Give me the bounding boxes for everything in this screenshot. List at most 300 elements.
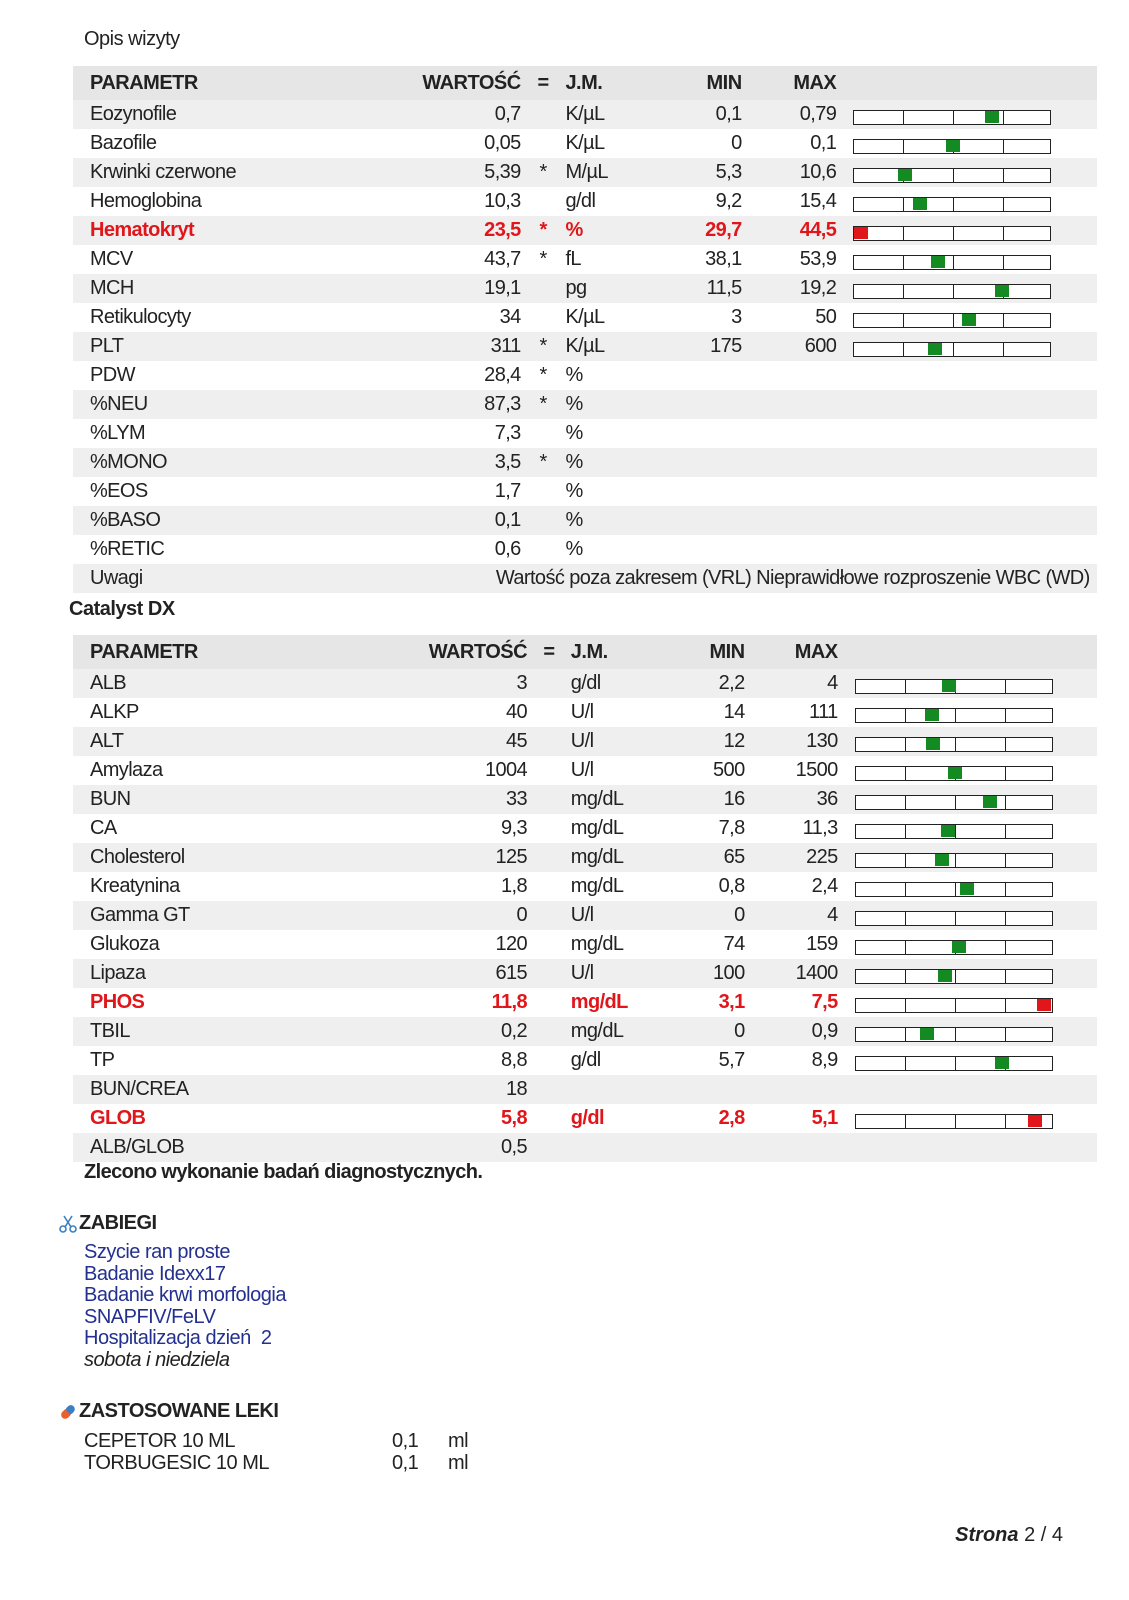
range-tick [955, 795, 956, 809]
range-tick [955, 911, 956, 925]
param-unit: mg/dL [571, 872, 659, 901]
range-bar [853, 255, 1051, 270]
drug-row [84, 1452, 484, 1474]
table-row [73, 785, 1097, 814]
drugs-title: ZASTOSOWANE LEKI [79, 1400, 279, 1422]
drugs-list [84, 1430, 484, 1474]
param-unit: g/dl [571, 669, 659, 698]
param-range [836, 158, 1097, 187]
param-max [742, 390, 837, 419]
procedures-list [84, 1242, 286, 1371]
table-row [73, 187, 1097, 216]
range-marker [948, 767, 962, 779]
param-min: 2,2 [659, 669, 745, 698]
param-value: 0,1 [272, 506, 521, 535]
param-value: 0 [283, 901, 527, 930]
param-unit: % [565, 390, 654, 419]
range-bar [853, 197, 1051, 212]
param-name: BUN/CREA [73, 1075, 283, 1104]
drug-qty: 0,1 [392, 1430, 419, 1452]
range-marker [854, 227, 868, 239]
range-tick [1003, 110, 1004, 124]
range-tick [955, 853, 956, 867]
param-min [654, 361, 742, 390]
param-min: 5,3 [654, 158, 742, 187]
param-min: 29,7 [654, 216, 742, 245]
param-value: 45 [283, 727, 527, 756]
range-marker [938, 970, 952, 982]
range-marker [983, 796, 997, 808]
range-tick [955, 998, 956, 1012]
param-min: 500 [659, 756, 745, 785]
range-tick [905, 766, 906, 780]
remarks-row [73, 564, 1097, 593]
range-tick [1005, 969, 1006, 983]
drug-name: TORBUGESIC 10 ML [84, 1452, 270, 1474]
page-separator: / [1035, 1524, 1052, 1546]
drug-name: CEPETOR 10 ML [84, 1430, 235, 1452]
pill-icon [57, 1401, 79, 1423]
range-marker [960, 883, 974, 895]
param-max [742, 477, 837, 506]
param-unit: U/l [571, 756, 659, 785]
header-value: WARTOŚĆ [272, 66, 521, 100]
range-tick [903, 255, 904, 269]
table-row [73, 959, 1097, 988]
param-name: PDW [73, 361, 272, 390]
param-flag: * [521, 216, 566, 245]
param-min: 3 [654, 303, 742, 332]
range-tick [953, 313, 954, 327]
param-name: TP [73, 1046, 283, 1075]
param-flag [527, 901, 571, 930]
range-bar [853, 168, 1051, 183]
param-range [838, 901, 1097, 930]
range-tick [905, 679, 906, 693]
param-unit: % [565, 506, 654, 535]
param-name: ALB/GLOB [73, 1133, 283, 1162]
range-marker [926, 738, 940, 750]
table-row [73, 669, 1097, 698]
range-tick [955, 824, 956, 838]
param-unit: % [565, 535, 654, 564]
page-number [955, 1524, 1063, 1547]
param-flag [521, 477, 566, 506]
range-marker [935, 854, 949, 866]
param-value: 34 [272, 303, 521, 332]
procedure-item[interactable]: Hospitalizacja dzień 2 [84, 1327, 272, 1349]
param-value: 3,5 [272, 448, 521, 477]
param-name: BUN [73, 785, 283, 814]
page-label: Strona [955, 1524, 1019, 1546]
param-min: 2,8 [659, 1104, 745, 1133]
table-row [73, 303, 1097, 332]
param-flag: * [521, 390, 566, 419]
param-unit: % [565, 419, 654, 448]
param-value: 18 [283, 1075, 527, 1104]
param-max: 11,3 [745, 814, 838, 843]
range-tick [905, 998, 906, 1012]
range-tick [903, 342, 904, 356]
param-flag [521, 187, 566, 216]
drug-qty: 0,1 [392, 1452, 419, 1474]
range-marker [995, 285, 1009, 297]
param-min [654, 477, 742, 506]
param-flag [521, 100, 566, 129]
param-min: 0 [659, 901, 745, 930]
header-min: MIN [654, 66, 742, 100]
param-unit [571, 1075, 659, 1104]
range-bar [855, 853, 1053, 868]
range-tick [953, 197, 954, 211]
param-flag [527, 988, 571, 1017]
param-name: Gamma GT [73, 901, 283, 930]
param-range [836, 100, 1097, 129]
param-name: %NEU [73, 390, 272, 419]
param-name: %EOS [73, 477, 272, 506]
param-range [836, 361, 1097, 390]
param-value: 1,8 [283, 872, 527, 901]
range-tick [1005, 795, 1006, 809]
range-bar [853, 342, 1051, 357]
param-range [836, 535, 1097, 564]
table-row [73, 158, 1097, 187]
param-range [838, 785, 1097, 814]
param-max: 600 [742, 332, 837, 361]
param-name: Eozynofile [73, 100, 272, 129]
param-unit: K/µL [565, 332, 654, 361]
param-flag [521, 274, 566, 303]
param-max [742, 506, 837, 535]
range-tick [903, 110, 904, 124]
range-tick [1005, 882, 1006, 896]
procedure-item[interactable]: Badanie krwi morfologia [84, 1284, 286, 1306]
procedure-note: sobota i niedziela [84, 1348, 230, 1371]
param-name: Glukoza [73, 930, 283, 959]
param-max: 4 [745, 901, 838, 930]
param-value: 0,7 [272, 100, 521, 129]
param-range [836, 216, 1097, 245]
param-name: Amylaza [73, 756, 283, 785]
range-tick [1005, 824, 1006, 838]
param-range [836, 506, 1097, 535]
table-row [73, 1104, 1097, 1133]
param-max: 44,5 [742, 216, 837, 245]
header-bar [836, 66, 1097, 100]
param-max: 10,6 [742, 158, 837, 187]
hematology-table [73, 66, 1097, 593]
header-max: MAX [742, 66, 837, 100]
table-row [73, 274, 1097, 303]
range-marker [931, 256, 945, 268]
header-unit: J.M. [565, 66, 654, 100]
table-row [73, 1133, 1097, 1162]
param-min [654, 506, 742, 535]
param-name: ALT [73, 727, 283, 756]
page-current: 2 [1024, 1524, 1036, 1546]
range-tick [905, 824, 906, 838]
range-marker [925, 709, 939, 721]
param-flag [527, 727, 571, 756]
range-tick [905, 1056, 906, 1070]
visit-title: Opis wizyty [84, 28, 180, 50]
param-value: 125 [283, 843, 527, 872]
param-value: 0,2 [283, 1017, 527, 1046]
param-flag [527, 843, 571, 872]
param-value: 615 [283, 959, 527, 988]
range-tick [1003, 197, 1004, 211]
param-value: 0,6 [272, 535, 521, 564]
param-flag [521, 506, 566, 535]
param-range [836, 332, 1097, 361]
range-tick [953, 168, 954, 182]
range-tick [903, 313, 904, 327]
range-bar [855, 911, 1053, 926]
range-tick [955, 969, 956, 983]
drugs-header [57, 1400, 278, 1423]
param-name: Retikulocyty [73, 303, 272, 332]
header-param: PARAMETR [73, 635, 283, 669]
range-tick [903, 284, 904, 298]
param-value: 5,39 [272, 158, 521, 187]
range-bar [855, 737, 1053, 752]
param-min: 74 [659, 930, 745, 959]
range-tick [1003, 168, 1004, 182]
param-unit: g/dl [571, 1046, 659, 1075]
param-range [836, 129, 1097, 158]
procedures-title: ZABIEGI [79, 1212, 157, 1234]
header-value: WARTOŚĆ [283, 635, 527, 669]
range-marker [946, 140, 960, 152]
param-name: %LYM [73, 419, 272, 448]
param-min [659, 1075, 745, 1104]
range-tick [955, 708, 956, 722]
param-max: 0,1 [742, 129, 837, 158]
table-row [73, 477, 1097, 506]
param-max: 50 [742, 303, 837, 332]
range-bar [855, 766, 1053, 781]
param-max [745, 1075, 838, 1104]
range-tick [905, 940, 906, 954]
page-total: 4 [1051, 1524, 1063, 1546]
param-range [838, 1046, 1097, 1075]
procedure-item[interactable]: Szycie ran proste [84, 1241, 231, 1263]
param-name: Bazofile [73, 129, 272, 158]
range-bar [855, 824, 1053, 839]
param-value: 5,8 [283, 1104, 527, 1133]
param-min: 7,8 [659, 814, 745, 843]
range-bar [853, 226, 1051, 241]
param-flag [527, 1075, 571, 1104]
range-tick [1003, 139, 1004, 153]
range-tick [905, 853, 906, 867]
param-unit: g/dl [565, 187, 654, 216]
remarks-text: Wartość poza zakresem (VRL) Nieprawidłowe rozproszenie WBC (WD) [495, 567, 1090, 589]
param-name: %BASO [73, 506, 272, 535]
param-flag: * [521, 361, 566, 390]
header-bar [838, 635, 1097, 669]
param-flag [521, 303, 566, 332]
param-unit: % [565, 448, 654, 477]
param-value: 10,3 [272, 187, 521, 216]
header-eq: = [527, 635, 571, 669]
param-value: 40 [283, 698, 527, 727]
table-row [73, 129, 1097, 158]
param-value: 1004 [283, 756, 527, 785]
range-tick [905, 1114, 906, 1128]
procedure-item[interactable]: Badanie Idexx17 [84, 1262, 226, 1285]
param-flag [521, 535, 566, 564]
param-max: 5,1 [745, 1104, 838, 1133]
param-max: 2,4 [745, 872, 838, 901]
param-max [742, 535, 837, 564]
param-range [836, 187, 1097, 216]
table-row [73, 245, 1097, 274]
range-tick [905, 969, 906, 983]
remarks-label: Uwagi [73, 564, 272, 593]
param-name: Krwinki czerwone [73, 158, 272, 187]
param-unit: mg/dL [571, 988, 659, 1017]
table-row [73, 332, 1097, 361]
param-range [838, 756, 1097, 785]
param-max: 15,4 [742, 187, 837, 216]
param-flag [521, 129, 566, 158]
param-flag: * [521, 158, 566, 187]
table-row [73, 698, 1097, 727]
table-row [73, 872, 1097, 901]
param-unit: mg/dL [571, 1017, 659, 1046]
param-min: 16 [659, 785, 745, 814]
param-unit: g/dl [571, 1104, 659, 1133]
table-row [73, 1075, 1097, 1104]
param-range [838, 1075, 1097, 1104]
param-name: PLT [73, 332, 272, 361]
param-value: 11,8 [283, 988, 527, 1017]
param-flag: * [521, 245, 566, 274]
param-min [654, 535, 742, 564]
param-flag [527, 669, 571, 698]
range-bar [855, 969, 1053, 984]
param-name: Cholesterol [73, 843, 283, 872]
param-value: 43,7 [272, 245, 521, 274]
param-range [836, 419, 1097, 448]
param-value: 9,3 [283, 814, 527, 843]
table-row [73, 361, 1097, 390]
param-min: 11,5 [654, 274, 742, 303]
table-row [73, 843, 1097, 872]
range-tick [1005, 1027, 1006, 1041]
param-flag [527, 1104, 571, 1133]
param-name: %MONO [73, 448, 272, 477]
range-bar [853, 284, 1051, 299]
param-max: 225 [745, 843, 838, 872]
param-unit: mg/dL [571, 843, 659, 872]
param-unit: mg/dL [571, 814, 659, 843]
param-max [742, 448, 837, 477]
range-tick [1005, 853, 1006, 867]
drug-unit: ml [448, 1430, 469, 1452]
param-value: 8,8 [283, 1046, 527, 1075]
param-name: GLOB [73, 1104, 283, 1133]
param-name: %RETIC [73, 535, 272, 564]
range-marker [920, 1028, 934, 1040]
param-max: 1400 [745, 959, 838, 988]
param-min [654, 448, 742, 477]
param-value: 33 [283, 785, 527, 814]
param-max: 19,2 [742, 274, 837, 303]
header-eq: = [521, 66, 566, 100]
param-unit: U/l [571, 959, 659, 988]
param-unit: fL [565, 245, 654, 274]
param-unit: mg/dL [571, 785, 659, 814]
range-tick [1003, 342, 1004, 356]
param-flag [527, 785, 571, 814]
chemistry-table [73, 635, 1097, 1162]
param-name: PHOS [73, 988, 283, 1017]
param-range [836, 274, 1097, 303]
range-tick [1005, 766, 1006, 780]
param-value: 7,3 [272, 419, 521, 448]
param-flag [527, 1017, 571, 1046]
range-tick [905, 795, 906, 809]
table-row [73, 448, 1097, 477]
param-flag: * [521, 332, 566, 361]
param-flag: * [521, 448, 566, 477]
param-range [838, 698, 1097, 727]
drug-row [84, 1430, 484, 1452]
table-row [73, 930, 1097, 959]
range-tick [955, 1027, 956, 1041]
range-marker [995, 1057, 1009, 1069]
range-tick [953, 226, 954, 240]
param-range [838, 843, 1097, 872]
param-unit: K/µL [565, 303, 654, 332]
param-name: ALB [73, 669, 283, 698]
header-unit: J.M. [571, 635, 659, 669]
range-marker [913, 198, 927, 210]
range-bar [855, 708, 1053, 723]
range-marker [985, 111, 999, 123]
param-flag [527, 872, 571, 901]
param-unit: U/l [571, 901, 659, 930]
table-row [73, 1046, 1097, 1075]
param-min [654, 419, 742, 448]
range-tick [905, 737, 906, 751]
param-min: 65 [659, 843, 745, 872]
param-range [836, 245, 1097, 274]
range-tick [903, 226, 904, 240]
table-row [73, 390, 1097, 419]
range-tick [953, 342, 954, 356]
param-value: 87,3 [272, 390, 521, 419]
table-row [73, 988, 1097, 1017]
param-value: 120 [283, 930, 527, 959]
procedure-item[interactable]: SNAPFIV/FeLV [84, 1305, 216, 1328]
range-bar [853, 139, 1051, 154]
param-unit: M/µL [565, 158, 654, 187]
param-min: 175 [654, 332, 742, 361]
range-tick [903, 197, 904, 211]
range-marker [941, 825, 955, 837]
param-min: 0,1 [654, 100, 742, 129]
range-marker [942, 680, 956, 692]
param-range [838, 1133, 1097, 1162]
param-name: MCH [73, 274, 272, 303]
range-marker [1028, 1115, 1042, 1127]
remarks-value [272, 564, 1097, 593]
range-tick [905, 882, 906, 896]
range-bar [855, 1056, 1053, 1071]
